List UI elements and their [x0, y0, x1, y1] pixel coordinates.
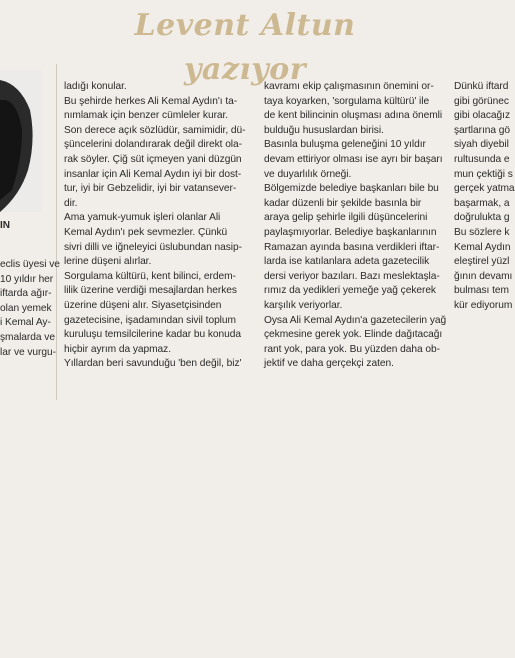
text-line: Son derece açık sözlüdür, samimidir, dü-: [64, 124, 246, 136]
author-name-fragment: IN: [0, 220, 10, 231]
text-line: gerçek yatma: [454, 183, 515, 195]
text-line: bulduğu hususlardan birisi.: [264, 124, 384, 136]
text-line: Bu sözlere k: [454, 226, 510, 238]
text-line: nımlamak için benzer cümleler kurar.: [64, 110, 229, 122]
text-line: başarmak, a: [454, 197, 510, 209]
text-line: ğının devamı: [454, 270, 513, 282]
text-line: kuruluşu temsilcilerine kadar bu konuda: [64, 329, 241, 341]
text-line: Ama yamuk-yumuk işleri olanlar Ali: [64, 212, 221, 224]
text-line: Kemal Aydın: [454, 241, 511, 253]
text-line: i Kemal Ay-: [0, 317, 51, 329]
text-line: dir.: [64, 197, 78, 209]
text-line: dersi veriyor bazıları. Bazı meslektaşla-: [264, 270, 440, 282]
text-line: üzerine düşeni alır. Siyasetçisinden: [64, 299, 222, 311]
text-line: iftarda ağır-: [0, 288, 52, 300]
text-line: mun çektiği s: [454, 168, 513, 180]
text-line: doğrulukta g: [454, 212, 510, 224]
text-line: Bölgemizde belediye başkanları bile bu: [264, 183, 439, 195]
text-line: ladığı konular.: [64, 81, 127, 92]
author-portrait: [0, 70, 42, 212]
text-line: lerine düşeni alırlar.: [64, 256, 152, 268]
text-line: Oysa Ali Kemal Aydın'a gazetecilerin yağ: [264, 314, 447, 326]
text-line: rımız da yedikleri yemeğe yağ çekerek: [264, 285, 436, 297]
text-line: Basınla buluşma geleneğini 10 yıldır: [264, 139, 426, 151]
text-column-2: [64, 80, 252, 480]
text-line: şmalarda ve: [0, 331, 55, 343]
column-title: Levent Altun yazıyor: [134, 8, 356, 87]
text-line: araya gelip şehirle ilgili düşüncelerini: [264, 212, 428, 224]
text-line: 10 yıldır her: [0, 273, 54, 285]
text-line: eleştirel yüzl: [454, 256, 510, 268]
text-line: gibi görünec: [454, 95, 509, 107]
text-column-4: [454, 80, 514, 480]
text-line: eclis üyesi ve: [0, 259, 60, 270]
text-line: larda ise katılanlara adeta gazetecilik: [264, 256, 430, 268]
text-line: Ramazan ayında basına verdikleri iftar-: [264, 241, 440, 253]
text-line: paylaşmıyorlar. Belediye başkanlarının: [264, 226, 437, 238]
text-column-1: [0, 258, 60, 658]
text-line: Kemal Aydın'ı pek sevmezler. Çünkü: [64, 226, 228, 238]
text-line: insanlar için Ali Kemal Aydın iyi bir dost-: [64, 168, 242, 180]
text-line: olan yemek: [0, 302, 52, 314]
text-line: Bu şehirde herkes Ali Kemal Aydın'ı ta-: [64, 95, 238, 107]
text-line: rak söyler. Çiğ süt içmeyen yani düzgün: [64, 153, 242, 165]
text-line: kavramı ekip çalışmasının önemini or-: [264, 81, 434, 92]
text-line: devam ettiriyor olması ise ayrı bir başarı: [264, 153, 443, 165]
text-line: Yıllardan beri savunduğu 'ben değil, biz': [64, 358, 242, 370]
text-line: tur, iyi bir Gebzelidir, iyi bir vatansever-: [64, 183, 237, 195]
text-line: Dünkü iftard: [454, 81, 509, 92]
text-line: hiçbir ayrım da yapmaz.: [64, 343, 171, 355]
text-column-3: [264, 80, 447, 480]
text-line: de kent bilincinin oluşması adına önemli: [264, 110, 443, 122]
text-line: jektif ve daha gerçekçi zaten.: [264, 358, 394, 370]
text-line: çekmesine gerek yok. Elinde dağıtacağı: [264, 329, 443, 341]
text-line: ve duyarlılık örneği.: [264, 168, 352, 180]
text-line: gazetecisine, işadamından sivil toplum: [64, 314, 236, 326]
text-line: şartlarına gö: [454, 124, 510, 136]
text-line: siyah diyebil: [454, 139, 509, 151]
text-line: gibi olacağız: [454, 110, 510, 122]
text-line: bulması tem: [454, 285, 509, 297]
text-line: rant yok, para yok. Bu yüzden daha ob-: [264, 343, 440, 355]
text-line: sivri dilli ve iğneleyici üslubundan nasip-: [64, 241, 242, 253]
text-line: taya koyarken, 'sorgulama kültürü' ile: [264, 95, 430, 107]
text-line: lilik üzerine verdiği mesajlardan herkes: [64, 285, 237, 297]
text-line: şüncelerini dolandırarak değil direkt ola-: [64, 139, 242, 151]
text-line: lar ve vurgu-: [0, 346, 56, 358]
text-line: kür ediyorum: [454, 299, 513, 311]
text-line: kadar düzenli bir şekilde basınla bir: [264, 197, 422, 209]
text-line: karşılık veriyorlar.: [264, 299, 343, 311]
text-line: rultusunda e: [454, 153, 510, 165]
text-line: Sorgulama kültürü, kent bilinci, erdem-: [64, 270, 236, 282]
